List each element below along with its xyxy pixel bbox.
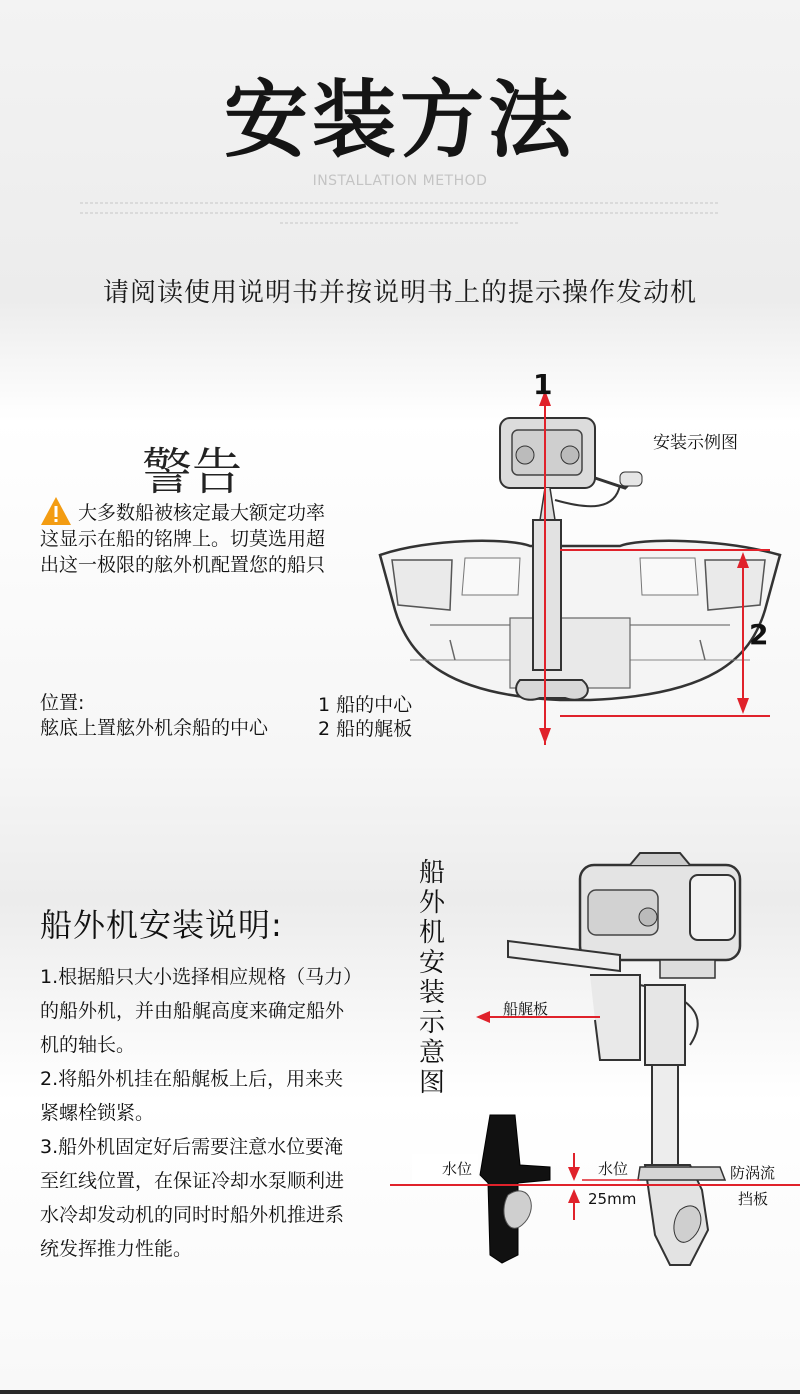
position-text: 舷底上置舷外机余船的中心 xyxy=(40,717,269,739)
diagram-vertical-title: 船外机安装示意图 xyxy=(418,858,445,1098)
decorative-fine-print-line xyxy=(80,202,720,204)
position-legend-2: 2 船的艉板 xyxy=(318,718,413,740)
warning-title: 警告 xyxy=(142,443,242,501)
instruction-step-line: 1.根据船只大小选择相应规格（马力） xyxy=(40,966,363,988)
marker-1: 1 xyxy=(533,368,553,401)
page-title: 安装方法 xyxy=(223,71,576,169)
instruction-step-line: 的船外机，并由船艉高度来确定船外 xyxy=(40,1000,345,1022)
instruction-text: 请阅读使用说明书并按说明书上的提示操作发动机 xyxy=(102,278,697,308)
warning-line-2: 这显示在船的铭牌上。切莫选用超 xyxy=(40,528,326,550)
water-level-label-left: 水位 xyxy=(412,1154,478,1183)
boat-installation-illustration xyxy=(370,360,800,760)
instruction-step-line: 机的轴长。 xyxy=(40,1034,136,1056)
decorative-fine-print-line xyxy=(80,212,720,214)
example-label: 安装示例图 xyxy=(653,433,738,453)
installation-instructions-title: 船外机安装说明: xyxy=(40,906,283,944)
outboard-side-illustration xyxy=(390,845,800,1285)
anti-vortex-label-2: 挡板 xyxy=(738,1190,769,1208)
warning-line-3: 出这一极限的舷外机配置您的船只 xyxy=(40,554,326,576)
instruction-step-line: 统发挥推力性能。 xyxy=(40,1238,193,1260)
anti-vortex-label-1: 防涡流 xyxy=(730,1164,776,1182)
instruction-step-line: 3.船外机固定好后需要注意水位要淹 xyxy=(40,1136,344,1158)
water-level-label-right: 水位 xyxy=(598,1160,629,1178)
marker-2: 2 xyxy=(749,618,769,651)
instruction-step-line: 紧螺栓锁紧。 xyxy=(40,1102,155,1124)
position-label: 位置: xyxy=(40,692,85,714)
instruction-step-line: 水冷却发动机的同时时船外机推进系 xyxy=(40,1204,345,1226)
distance-label: 25mm xyxy=(588,1190,637,1208)
instruction-step-line: 2.将船外机挂在船艉板上后，用来夹 xyxy=(40,1068,344,1090)
bottom-border xyxy=(0,1390,800,1394)
instruction-step-line: 至红线位置，在保证冷却水泵顺利进 xyxy=(40,1170,345,1192)
warning-triangle-icon xyxy=(40,496,72,526)
page-subtitle: INSTALLATION METHOD xyxy=(312,173,488,189)
transom-label: 船艉板 xyxy=(503,1000,549,1018)
decorative-fine-print-line xyxy=(280,222,520,224)
position-legend-1: 1 船的中心 xyxy=(318,694,413,716)
warning-line-1: 大多数船被核定最大额定功率 xyxy=(78,502,326,524)
